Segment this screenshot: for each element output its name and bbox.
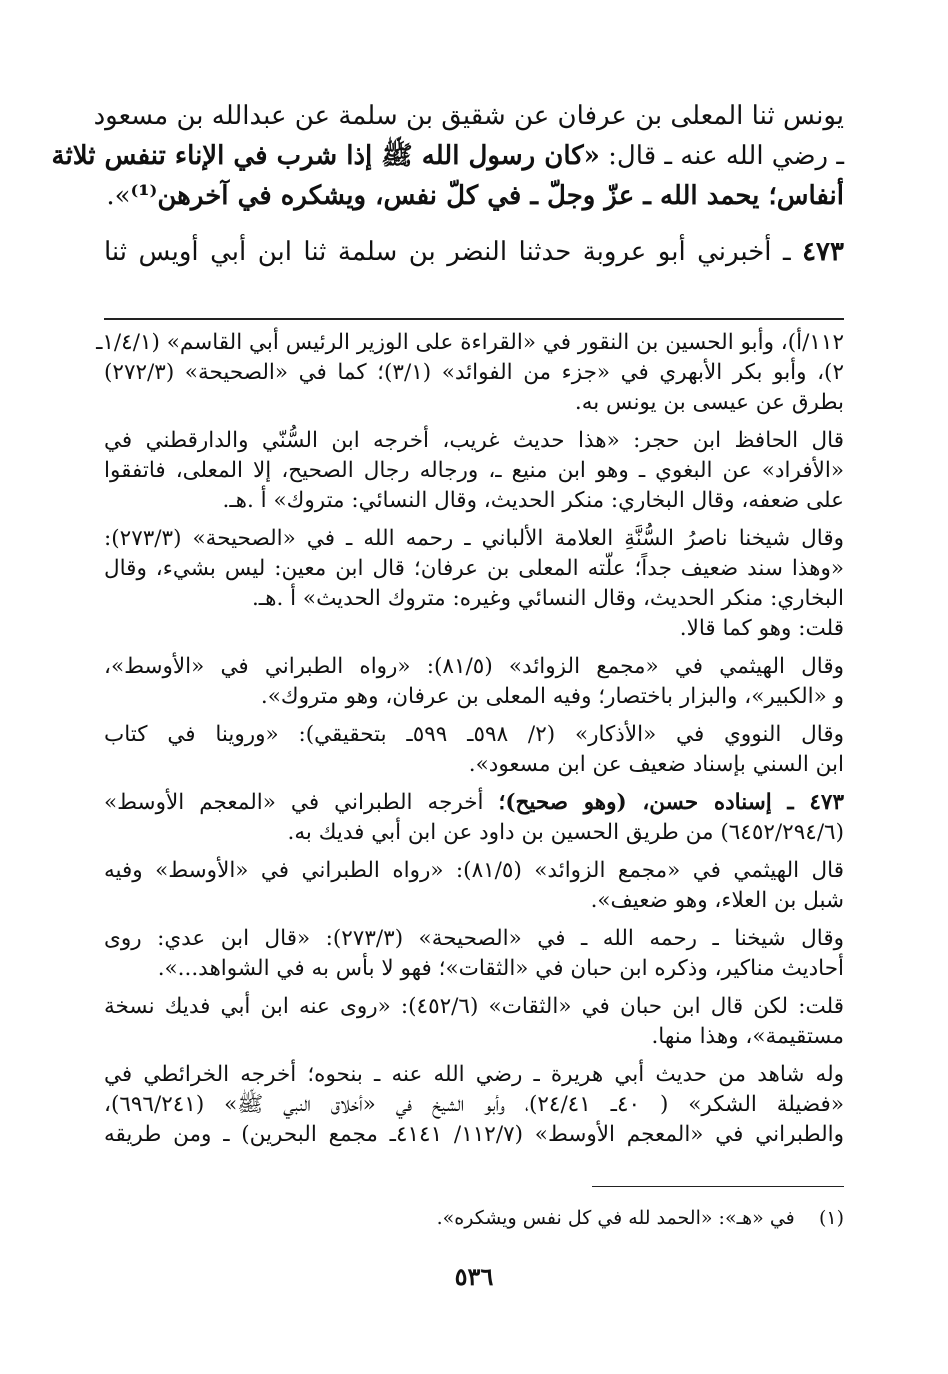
- footnote-line-segment: قلت: وهو كما قالا.: [679, 616, 844, 641]
- footnote-line-segment: ٢)، وأبو بكر الأبهري في «جزء من الفوائد» (٣/١)؛ كما في «الصحيحة» (٢٧٢/٣): [104, 360, 845, 385]
- footnote-line-segment: قال الحافظ ابن حجر: «هذا حديث غريب، أخرجه ابن السُّنّي والدارقطني في: [104, 428, 844, 453]
- footnote-line-segment: شبل بن العلاء، وهو ضعيف».: [590, 888, 844, 913]
- footnote-line: [104, 652, 844, 682]
- main-text-line: [93, 96, 844, 136]
- footnote-number: (١): [818, 1207, 844, 1229]
- footnote-line: [104, 426, 844, 456]
- footnote-line: [104, 456, 844, 486]
- main-text-line-segment: يونس ثنا المعلى بن عرفان عن شقيق بن سلمة عن عبدالله بن مسعود: [93, 101, 844, 131]
- footnote-line: [104, 614, 844, 644]
- footnote-line-segment: قلت: لكن قال ابن حبان في «الثقات» (٤٥٢/٦): «روى عنه ابن أبي فديك نسخة: [104, 994, 844, 1019]
- footnote-line: [104, 358, 844, 388]
- footnote-line-segment: مستقيمة»، وهذا منها.: [651, 1024, 844, 1049]
- main-text-line-segment: ـ أخبرني أبو عروبة حدثنا النضر بن سلمة ثنا ابن أبي أويس ثنا: [104, 237, 803, 267]
- footnote-line-segment: أحاديث مناكير، وذكره ابن حبان في «الثقات»؛ فهو لا بأس به في الشواهد...».: [157, 956, 844, 981]
- footnote-line-segment: «وهذا سند ضعيف جداً؛ علّته المعلى بن عرفان؛ قال ابن معين: ليس بشيء، وقال: [104, 556, 844, 581]
- page-number: ٥٣٦: [454, 1262, 494, 1291]
- footnote-line: [104, 388, 844, 418]
- main-separator-rule: [104, 318, 844, 320]
- footnote-line: [104, 788, 844, 818]
- footnote-line: [104, 524, 844, 554]
- footnote-line-segment: ١١٢/أ)، وأبو الحسين بن النقور في «القراءة على الوزير الرئيس أبي القاسم» (١/٤/١ـ: [96, 330, 844, 355]
- footnote-line: [104, 954, 844, 984]
- footnote-separator-rule: [592, 1186, 844, 1187]
- footnote-line-segment: ٤٧٣ ـ إسناده حسن، (وهو صحيح)؛: [498, 790, 844, 815]
- footnote-line-segment: (٦٤٥٢/٢٩٤/٦) من طريق الحسين بن داود عن ابن أبي فديك به.: [287, 820, 844, 845]
- main-text-line: [104, 232, 844, 272]
- footnote-line-segment: على ضعفه، وقال البخاري: منكر الحديث، وقال النسائي: متروك» أ .هـ.: [222, 488, 844, 513]
- footnote-line: [104, 486, 844, 516]
- footnote-line-segment: و «الكبير»، والبزار باختصار؛ وفيه المعلى بن عرفان، وهو متروك».: [260, 684, 844, 709]
- footnote-line: [104, 856, 844, 886]
- footnote-line: [104, 682, 844, 712]
- footnote-line-segment: وقال النووي في «الأذكار» (٢/ ٥٩٨ـ ٥٩٩ـ بتحقيقي): «وروينا في كتاب: [104, 722, 845, 747]
- footnote-text: في «هـ»: «الحمد لله في كل نفس ويشكره».: [436, 1207, 795, 1229]
- footnote-line-segment: «الأفراد» عن البغوي ـ وهو ابن منيع ـ، ورجاله رجال الصحيح، إلا المعلى، فاتفقوا: [104, 458, 844, 483]
- main-text: [51, 96, 844, 296]
- footnote-line-segment: وله شاهد من حديث أبي هريرة ـ رضي الله عنه ـ بنحوه؛ أخرجه الخرائطي في: [104, 1062, 844, 1087]
- main-text-line-segment: ٤٧٣: [802, 237, 844, 267]
- footnote-line: [104, 554, 844, 584]
- footnote-line-segment: ابن السني بإسناد ضعيف عن ابن مسعود».: [468, 752, 844, 777]
- footnote-line-segment: وقال شيخنا ـ رحمه الله ـ في «الصحيحة» (٢٧٣/٣): «قال ابن عدي: روى: [104, 926, 844, 951]
- footnote-line-segment: قال الهيثمي في «مجمع الزوائد» (٨١/٥): «رواه الطبراني في «الأوسط» وفيه: [104, 858, 844, 883]
- main-text-line-segment: ـ رضي الله عنه ـ قال:: [599, 141, 844, 171]
- footnote-line: [104, 924, 844, 954]
- footnote-line-segment: أخرجه الطبراني في «المعجم الأوسط»: [104, 790, 499, 815]
- footnote-line: [104, 1022, 844, 1052]
- footnote-line: [104, 1120, 844, 1150]
- footnote-line-segment: والطبراني في «المعجم الأوسط» (١١٢/٧/ ٤١٤١ـ مجمع البحرين) ـ ومن طريقه: [104, 1122, 845, 1147]
- main-text-line-segment: أنفاس؛ يحمد الله ـ عزّ وجلّ ـ في كلّ نفس، ويشكره في آخرهن⁽¹⁾: [130, 181, 844, 211]
- footnote-line: [104, 1060, 844, 1090]
- main-text-line-segment: «كان رسول الله ﷺ إذا شرب في الإناء تنفس ثلاثة: [51, 141, 600, 171]
- main-text-line: [104, 176, 844, 216]
- bottom-footnote: [104, 1204, 844, 1232]
- footnote-line-segment: وقال شيخنا ناصرُ السُّنَّةِ العلامة الألباني ـ رحمه الله ـ في «الصحيحة» (٢٧٣/٣):: [104, 526, 844, 551]
- footnote-line: [104, 720, 844, 750]
- footnote-line: [104, 886, 844, 916]
- footnote-line-segment: وقال الهيثمي في «مجمع الزوائد» (٨١/٥): «رواه الطبراني في «الأوسط»،: [104, 654, 845, 679]
- footnote-line: [104, 818, 844, 848]
- footnotes-text: [96, 328, 845, 1168]
- footnote-line-segment: البخاري: منكر الحديث، وقال النسائي وغيره: متروك الحديث» أ .هـ.: [251, 586, 844, 611]
- footnote-line: [104, 584, 844, 614]
- main-text-line: [51, 136, 844, 176]
- footnote-line: [104, 750, 844, 780]
- footnote-line-segment: بطرق عن عيسى بن يونس به.: [574, 390, 844, 415]
- footnote-line: [104, 992, 844, 1022]
- footnote-line: [104, 1090, 844, 1120]
- footnote-line-segment: «فضيلة الشكر» ( ٤٠ـ ٢٤/٤١)، وأبو الشيخ في «أخلاق النبي ﷺ» (٦٩٦/٢٤١)،: [104, 1092, 844, 1117]
- main-text-line-segment: ».: [106, 181, 131, 211]
- footnote-line: [96, 328, 844, 358]
